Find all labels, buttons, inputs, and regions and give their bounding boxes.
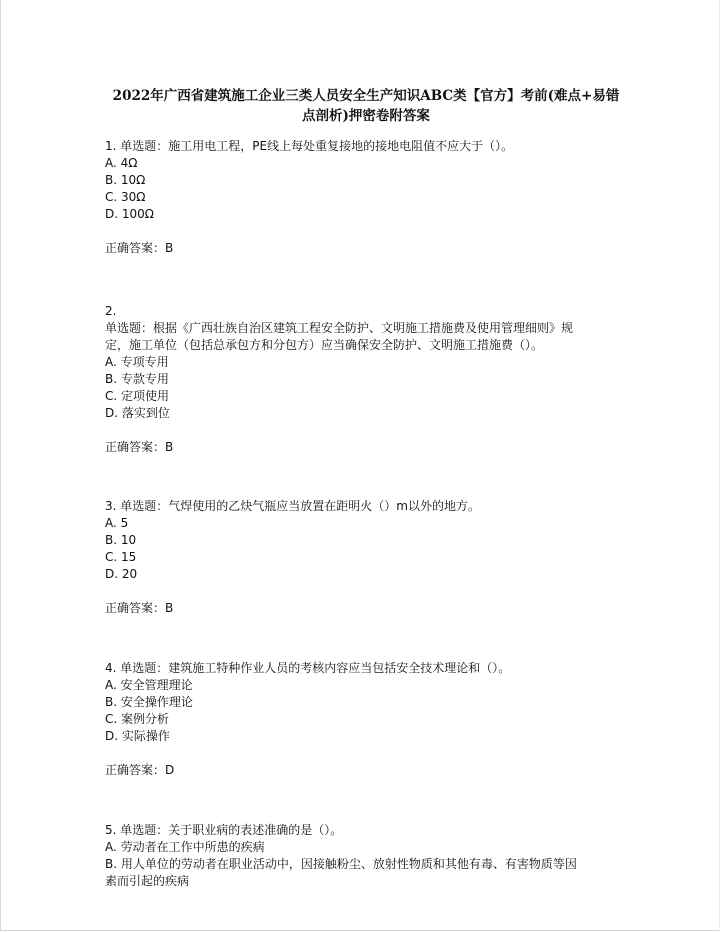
spacer [105, 456, 625, 498]
question-5 [105, 822, 625, 890]
question-4-answer: 正确答案：D [105, 763, 175, 777]
question-2-option-b: B. 专款专用 [105, 372, 169, 386]
question-5-option-b-line-2: 素而引起的疾病 [105, 874, 190, 888]
spacer [105, 257, 625, 303]
question-2-option-a: A. 专项专用 [105, 355, 169, 369]
question-2-option-d: D. 落实到位 [105, 406, 170, 420]
question-4 [105, 660, 625, 779]
question-2-stem-line-2: 定，施工单位（包括总承包方和分包方）应当确保安全防护、文明施工措施费（）。 [105, 338, 544, 352]
question-3-option-b: B. 10 [105, 533, 137, 547]
question-4-option-d: D. 实际操作 [105, 729, 170, 743]
question-4-option-c: C. 案例分析 [105, 712, 170, 726]
question-list [105, 138, 625, 890]
question-1-answer: 正确答案：B [105, 241, 174, 255]
question-3-option-d: D. 20 [105, 567, 138, 581]
question-2-stem-line-1: 单选题：根据《广西壮族自治区建筑工程安全防护、文明施工措施费及使用管理细则》规 [105, 321, 574, 335]
question-4-option-b: B. 安全操作理论 [105, 695, 193, 709]
question-3 [105, 498, 625, 617]
question-2-answer: 正确答案：B [105, 440, 174, 454]
question-1-option-d: D. 100Ω [105, 207, 154, 221]
question-2-number: 2. [105, 304, 117, 318]
question-5-option-b-line-1: B. 用人单位的劳动者在职业活动中，因接触粉尘、放射性物质和其他有毒、有害物质等因 [105, 857, 577, 871]
question-3-stem: 3. 单选题：气焊使用的乙炔气瓶应当放置在距明火（）m以外的地方。 [105, 499, 480, 513]
spacer [105, 617, 625, 660]
question-2-option-c: C. 定项使用 [105, 389, 170, 403]
title-line-1: 2022年广西省建筑施工企业三类人员安全生产知识ABC类【官方】考前(难点+易错 [112, 88, 620, 104]
question-3-answer: 正确答案：B [105, 601, 174, 615]
question-4-option-a: A. 安全管理理论 [105, 678, 193, 692]
question-1-option-b: B. 10Ω [105, 173, 146, 187]
question-1-stem: 1. 单选题：施工用电工程，PE线上每处重复接地的接地电阻值不应大于（）。 [105, 139, 514, 153]
document-title [101, 86, 631, 126]
spacer [105, 779, 625, 822]
title-line-2: 点剖析)押密卷附答案 [302, 108, 430, 124]
question-5-stem: 5. 单选题：关于职业病的表述准确的是（）。 [105, 823, 343, 837]
question-4-stem: 4. 单选题：建筑施工特种作业人员的考核内容应当包括安全技术理论和（）。 [105, 661, 511, 675]
question-3-option-a: A. 5 [105, 516, 129, 530]
question-1 [105, 138, 625, 257]
question-1-option-c: C. 30Ω [105, 190, 146, 204]
question-3-option-c: C. 15 [105, 550, 137, 564]
question-5-option-a: A. 劳动者在工作中所患的疾病 [105, 840, 265, 854]
question-1-option-a: A. 4Ω [105, 156, 138, 170]
question-2 [105, 303, 625, 456]
